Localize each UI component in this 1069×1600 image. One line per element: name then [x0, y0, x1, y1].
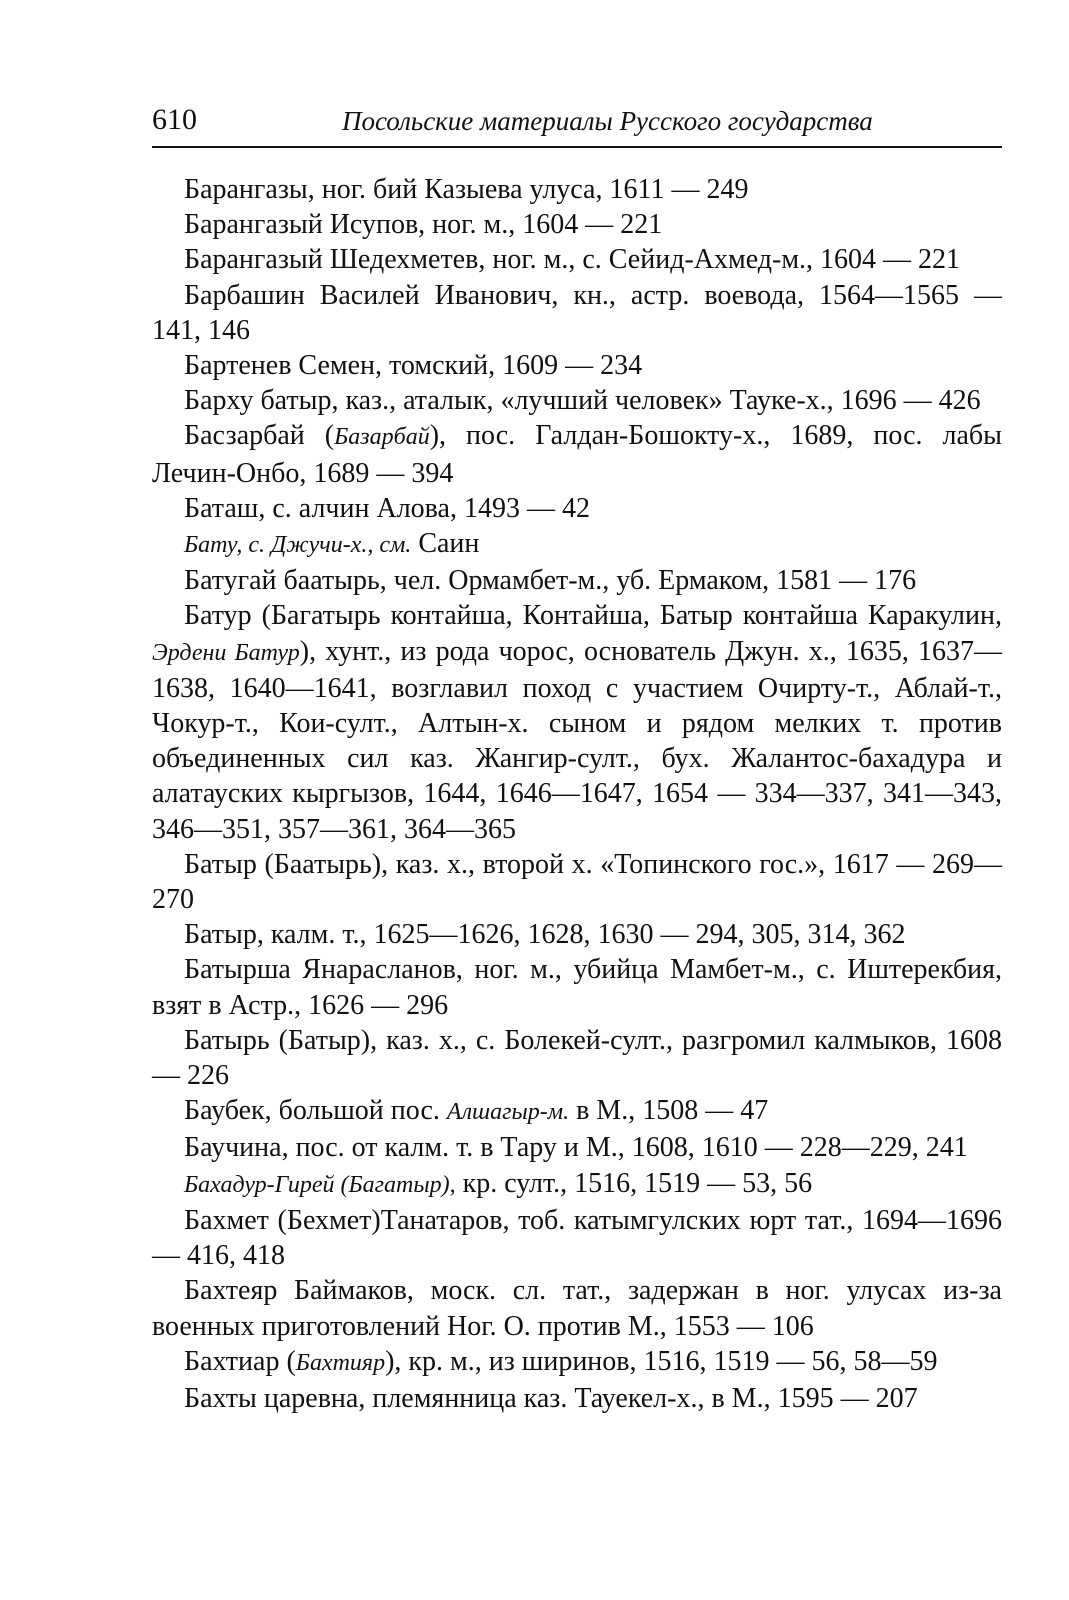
index-entry: Батырь (Батыр), каз. х., с. Болекей-султ., разгромил калмыков, 1608 — 226: [152, 1024, 1002, 1092]
index-entry: Бахмет (Бехмет)Танатаров, тоб. катымгулских юрт тат., 1694—1696 — 416, 418: [152, 1204, 1002, 1272]
index-entry: Бату, с. Джучи-х., см. Саин: [184, 528, 480, 560]
index-entry: Баучина, пос. от калм. т. в Тару и М., 1608, 1610 — 228—229, 241: [184, 1132, 968, 1164]
italic-variant: Бату, с. Джучи-х., см.: [184, 532, 412, 559]
index-entry: Бахты царевна, племянница каз. Тауекел-х., в М., 1595 — 207: [184, 1382, 918, 1414]
index-entry: Бартенев Семен, томский, 1609 — 234: [184, 350, 643, 382]
italic-variant: Алшагыр-м.: [446, 1099, 570, 1126]
index-entry: Барху батыр, каз., аталык, «лучший человек» Тауке-х., 1696 — 426: [184, 385, 981, 417]
index-entry: Батыр, калм. т., 1625—1626, 1628, 1630 — 294, 305, 314, 362: [184, 919, 906, 951]
index-entry: Батугай баатырь, чел. Ормамбет-м., уб. Ермаком, 1581 — 176: [184, 565, 917, 597]
index-entry: Барангазый Исупов, ног. м., 1604 — 221: [184, 209, 663, 241]
index-entry: Баубек, большой пос. Алшагыр-м. в М., 1508 — 47: [184, 1095, 769, 1127]
running-title: Посольские материалы Русского государства: [342, 106, 873, 136]
index-entry: Батыр (Баатырь), каз. х., второй х. «Топинского гос.», 1617 — 269—270: [152, 848, 1002, 916]
italic-variant: Эрдени Батур: [152, 639, 300, 666]
book-page: [152, 100, 1002, 1416]
index-entry: Барбашин Василей Иванович, кн., астр. воевода, 1564—1565 — 141, 146: [152, 279, 1002, 346]
index-entry: Басзарбай (Базарбай), пос. Галдан-Бошокту-х., 1689, пос. лабы Лечин-Онбо, 1689 — 394: [152, 420, 1002, 489]
index-entry: Барангазый Шедехметев, ног. м., с. Сейид-Ахмед-м., 1604 — 221: [184, 244, 961, 276]
page-number: 610: [152, 103, 197, 136]
index-entry: Бахтиар (Бахтияр), кр. м., из ширинов, 1516, 1519 — 56, 58—59: [184, 1345, 938, 1377]
italic-variant: Бахадур-Гирей (Багатыр),: [184, 1171, 456, 1198]
page-header: [152, 100, 1002, 148]
index-entry: Бахадур-Гирей (Багатыр), кр. султ., 1516, 1519 — 53, 56: [184, 1167, 813, 1199]
index-entries: [152, 172, 1002, 1416]
index-entry: Батур (Багатырь контайша, Контайша, Батыр контайша Каракулин, Эрдени Батур), хунт., из рода чорос, основатель Джун. х., 1635, 1637—1638, 1640—1641, возглавил поход с участием Очирту-т., Аблай-т., Чокур-т., Кои-султ., Алтын-х. сыном и рядом мелких т. против объединенных сил каз. Жангир-султ., бух. Жалантос-бахадура и алатауских кыргызов, 1644, 1646—1647, 1654 — 334—337, 341—343, 346—351, 357—361, 364—365: [152, 600, 1002, 845]
index-entry: Батырша Янарасланов, ног. м., убийца Мамбет-м., с. Иштерекбия, взят в Астр., 1626 — 296: [152, 954, 1002, 1021]
index-entry: Барангазы, ног. бий Казыева улуса, 1611 — 249: [184, 174, 749, 205]
index-entry: Баташ, с. алчин Алова, 1493 — 42: [184, 492, 590, 524]
italic-variant: Базарбай: [334, 424, 430, 451]
italic-variant: Бахтияр: [295, 1349, 386, 1376]
index-entry: Бахтеяр Баймаков, моск. сл. тат., задержан в ног. улусах из-за военных приготовлений Ног. О. против М., 1553 — 106: [152, 1275, 1002, 1342]
